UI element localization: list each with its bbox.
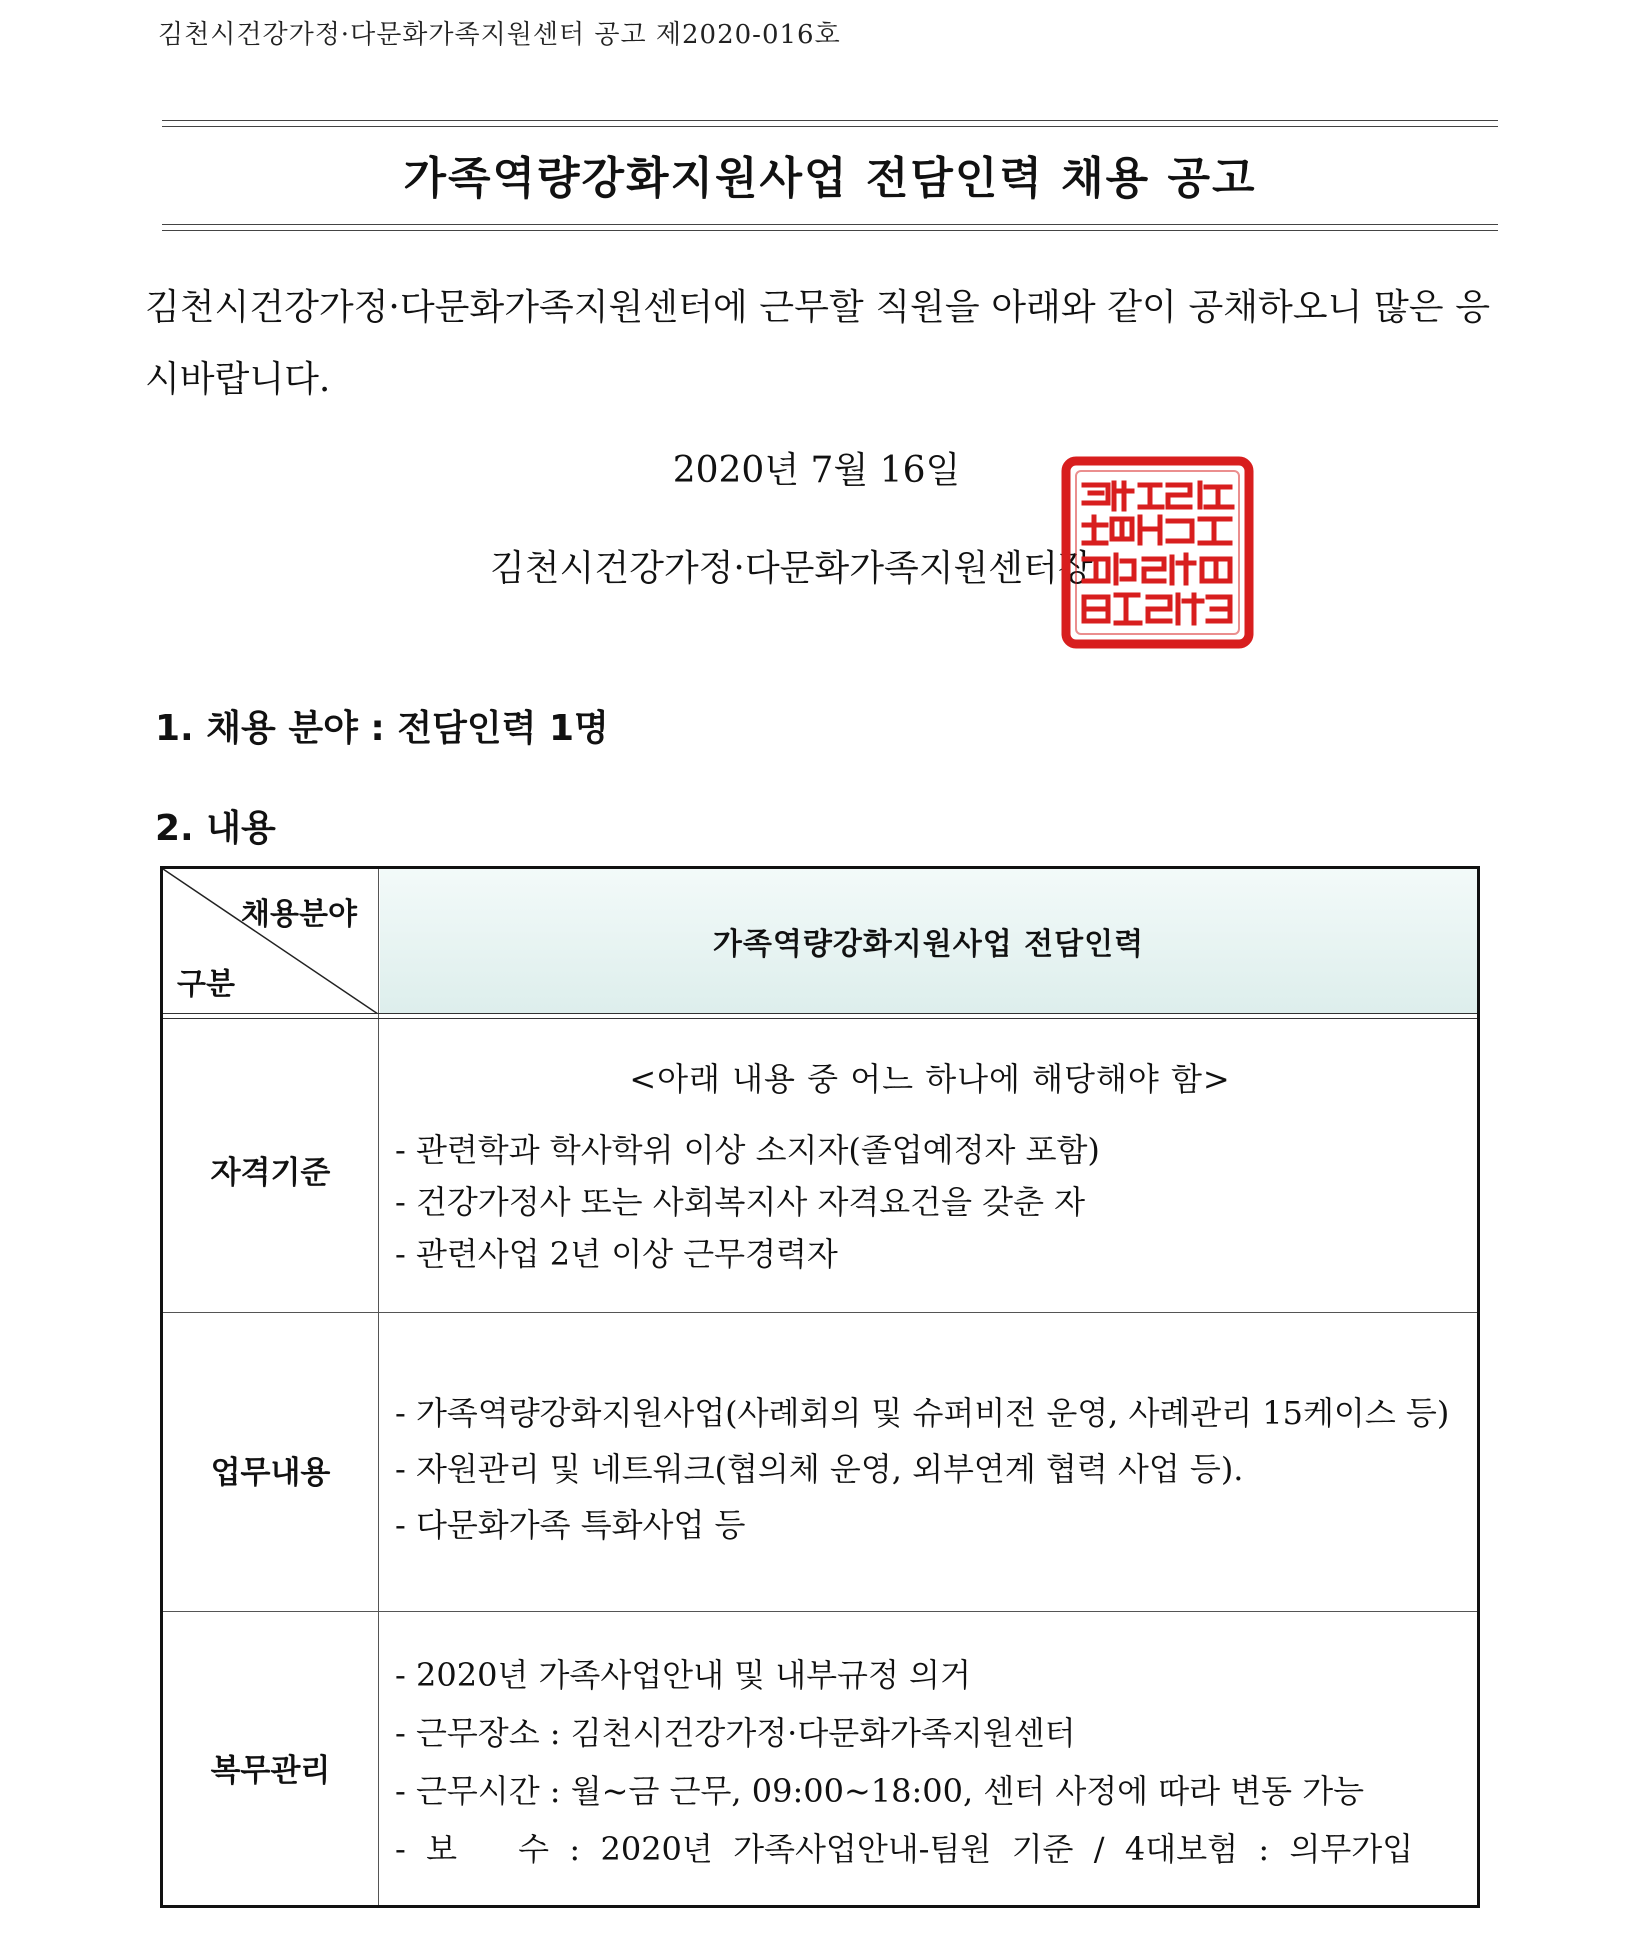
page-title: 가족역량강화지원사업 전담인력 채용 공고 [403, 153, 1257, 204]
intro-paragraph: 김천시건강가정·다문화가족지원센터에 근무할 직원을 아래와 같이 공채하오니 많은 응시바랍니다. [145, 287, 1490, 400]
list-item: - 다문화가족 특화사업 등 [395, 1506, 746, 1544]
list-item: - 건강가정사 또는 사회복지사 자격요건을 갖춘 자 [395, 1183, 1086, 1221]
row-label-duties: 업무내용 [210, 1455, 331, 1491]
recruitment-table [160, 866, 1480, 1908]
table-column-divider [378, 869, 379, 1905]
qualification-list [395, 1125, 1465, 1281]
list-item: - 보 수 : 2020년 가족사업안내-팀원 기준 / 4대보험 : 의무가입 [395, 1830, 1414, 1868]
duties-list [395, 1388, 1465, 1556]
seal-stamp-icon [1060, 455, 1255, 650]
title-rule-top [162, 120, 1498, 127]
list-item: - 2020년 가족사업안내 및 내부규정 의거 [395, 1656, 971, 1694]
notice-date: 2020년 7월 16일 [672, 450, 961, 491]
header-recruit-field-label: 채용분야 [241, 897, 357, 932]
section-content: 2. 내용 [155, 808, 276, 849]
header-category-label: 구분 [177, 967, 235, 1002]
section-recruit-field: 1. 채용 분야 : 전담인력 1명 [155, 708, 609, 749]
official-seal [1060, 455, 1255, 650]
list-item: - 근무장소 : 김천시건강가정·다문화가족지원센터 [395, 1714, 1076, 1752]
list-item: - 자원관리 및 네트워크(협의체 운영, 외부연계 협력 사업 등). [395, 1450, 1244, 1488]
service-list [395, 1650, 1465, 1882]
qualification-note: <아래 내용 중 어느 하나에 해당해야 함> [629, 1060, 1231, 1098]
list-item: - 가족역량강화지원사업(사례회의 및 슈퍼비전 운영, 사례관리 15케이스 등) [395, 1394, 1450, 1432]
title-rule-bottom [162, 224, 1498, 231]
notice-number: 김천시건강가정·다문화가족지원센터 공고 제2020-016호 [158, 20, 841, 50]
list-item: - 관련학과 학사학위 이상 소지자(졸업예정자 포함) [395, 1131, 1100, 1169]
header-double-rule [163, 1013, 1477, 1019]
list-item: - 관련사업 2년 이상 근무경력자 [395, 1235, 838, 1273]
row-divider [163, 1312, 1477, 1313]
row-divider [163, 1611, 1477, 1612]
header-position-title: 가족역량강화지원사업 전담인력 [712, 927, 1145, 962]
issuer-name: 김천시건강가정·다문화가족지원센터장 [490, 548, 1093, 589]
row-label-qualification: 자격기준 [210, 1155, 331, 1191]
row-label-service: 복무관리 [210, 1753, 331, 1789]
list-item: - 근무시간 : 월~금 근무, 09:00~18:00, 센터 사정에 따라 변동 가능 [395, 1772, 1365, 1810]
